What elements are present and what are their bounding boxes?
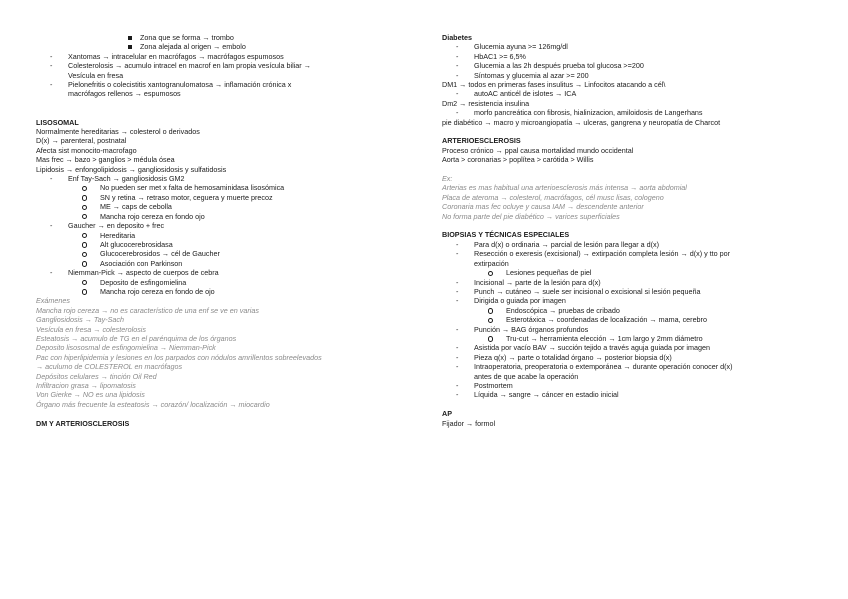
- line-text: Vesícula en fresa: [68, 70, 124, 80]
- line-text: Zona que se forma → trombo: [140, 33, 234, 42]
- line-text: Glucemia ayuna >= 126mg/dl: [474, 42, 568, 52]
- right-column: [442, 33, 820, 428]
- text-line: [36, 381, 414, 390]
- continuation-line: [36, 71, 414, 80]
- text-line: [36, 136, 414, 145]
- line-text: Intraoperatoria, preoperatoria o extemporánea → durante operación conocer d(x): [474, 362, 733, 372]
- text-line: [442, 99, 820, 108]
- line-text: Arterias es mas habitual una arterioesclerosis más intensa → aorta abdomial: [442, 183, 687, 193]
- line-text: Gangliosidosis → Tay-Sach: [36, 315, 125, 325]
- list-item: [442, 362, 820, 371]
- line-text: Postmortem: [474, 380, 513, 390]
- circle-bullet-icon: [82, 242, 87, 247]
- list-item: [36, 52, 414, 61]
- spacer: [36, 108, 414, 117]
- line-text: pie diabético → macro y microangiopatía → ulceras, gangrena y neuropatía de Charcot: [442, 117, 721, 127]
- dash-bullet-icon: -: [50, 268, 53, 278]
- dash-bullet-icon: -: [456, 380, 459, 390]
- list-item: [442, 108, 820, 117]
- text-line: [442, 155, 820, 164]
- dash-bullet-icon: -: [50, 80, 53, 90]
- line-text: Líquida → sangre → cáncer en estadio inicial: [474, 390, 619, 400]
- text-line: [36, 315, 414, 324]
- dash-bullet-icon: -: [456, 61, 459, 71]
- list-item: [36, 212, 414, 221]
- line-text: LISOSOMAL: [36, 117, 79, 127]
- list-item: [442, 268, 820, 277]
- dash-bullet-icon: -: [50, 174, 53, 184]
- line-text: Para d(x) o ordinaria → parcial de lesión para llegar a d(x): [474, 239, 659, 249]
- line-text: Vesícula en fresa → colesterolosis: [36, 324, 146, 334]
- dash-bullet-icon: -: [456, 70, 459, 80]
- list-item: [36, 80, 414, 89]
- line-text: Mancha rojo cereza en fondo ojo: [100, 211, 205, 221]
- list-item: [442, 334, 820, 343]
- dash-bullet-icon: -: [50, 61, 53, 71]
- list-item: [36, 61, 414, 70]
- text-line: [36, 146, 414, 155]
- line-text: Órgano más frecuente la esteatosis → corazón/ localización → miocardio: [36, 399, 270, 409]
- circle-bullet-icon: [82, 205, 87, 210]
- list-item: [36, 221, 414, 230]
- line-text: Mas frec → bazo > ganglios > médula ósea: [36, 155, 175, 165]
- text-line: [442, 212, 820, 221]
- line-text: No pueden ser met x falta de hemosaminidasa lisosómica: [100, 183, 285, 193]
- line-text: Deposito lisososmal de esfingomielina → Niemman-Pick: [36, 343, 216, 353]
- line-text: Esteatosis → acumulo de TG en el parénquima de los órganos: [36, 333, 237, 343]
- dash-bullet-icon: -: [456, 108, 459, 118]
- list-item: [442, 296, 820, 305]
- square-bullet-icon: [128, 45, 132, 49]
- line-text: No forma parte del pie diabético → varices superficiales: [442, 211, 620, 221]
- spacer: [36, 409, 414, 418]
- list-item: [36, 174, 414, 183]
- circle-bullet-icon: [488, 308, 493, 313]
- circle-bullet-icon: [82, 214, 87, 219]
- list-item: [36, 183, 414, 192]
- text-line: [442, 174, 820, 183]
- dash-bullet-icon: -: [456, 51, 459, 61]
- line-text: Tru-cut → herramienta elección → 1cm largo y 2mm diámetro: [506, 333, 703, 343]
- text-line: [36, 362, 414, 371]
- line-text: Colesterolosis → acumulo intracel en macrof en lam propia vesícula biliar →: [68, 61, 311, 71]
- line-text: Lesiones pequeñas de piel: [506, 268, 592, 278]
- circle-bullet-icon: [488, 336, 493, 341]
- line-text: autoAC anticél de islotes → ICA: [474, 89, 577, 99]
- line-text: Asociación con Parkinson: [100, 258, 183, 268]
- dash-bullet-icon: -: [456, 286, 459, 296]
- line-text: Fijador → formol: [442, 418, 496, 428]
- line-text: Enf Tay-Sach → gangliosidosis GM2: [68, 174, 185, 184]
- text-line: [36, 372, 414, 381]
- list-item: [36, 287, 414, 296]
- text-line: [36, 334, 414, 343]
- line-text: Dirigida o guiada por imagen: [474, 296, 566, 306]
- circle-bullet-icon: [82, 195, 87, 200]
- text-line: [36, 343, 414, 352]
- line-text: Punción → BAG órganos profundos: [474, 324, 589, 334]
- list-item: [442, 381, 820, 390]
- continuation-line: [442, 372, 820, 381]
- list-item: [442, 353, 820, 362]
- dash-bullet-icon: -: [456, 239, 459, 249]
- continuation-line: [442, 259, 820, 268]
- circle-bullet-icon: [82, 233, 87, 238]
- list-item: [442, 343, 820, 352]
- list-item: [36, 249, 414, 258]
- line-text: Pielonefritis o colecistitis xantogranulomatosa → inflamación crónica x: [68, 80, 292, 90]
- line-text: Lipidosis → enfongolipidosis → gangliosidosis y sulfatidosis: [36, 164, 227, 174]
- line-text: Von Gierke → NO es una lipidosis: [36, 390, 145, 400]
- line-text: Aorta > coronarias > poplítea > carótida > Willis: [442, 155, 594, 165]
- text-line: [36, 127, 414, 136]
- dash-bullet-icon: -: [456, 352, 459, 362]
- text-line: [36, 400, 414, 409]
- line-text: AP: [442, 409, 452, 419]
- line-text: Gaucher → en deposito + frec: [68, 221, 165, 231]
- text-line: [442, 230, 820, 239]
- line-text: Deposito de esfingomielina: [100, 277, 187, 287]
- line-text: Mancha rojo cereza en fondo de ojo: [100, 286, 215, 296]
- line-text: ME → caps de cebolla: [100, 202, 172, 212]
- text-line: [36, 165, 414, 174]
- text-line: [442, 33, 820, 42]
- line-text: Incisional → parte de la lesión para d(x): [474, 277, 601, 287]
- line-text: Ex:: [442, 174, 453, 184]
- line-text: Esterotáxica → coordenadas de localización → mama, cerebro: [506, 315, 707, 325]
- dash-bullet-icon: -: [456, 362, 459, 372]
- line-text: BIOPSIAS Y TÉCNICAS ESPECIALES: [442, 230, 570, 240]
- line-text: antes de que acabe la operación: [474, 371, 579, 381]
- line-text: Síntomas y glucemia al azar >= 200: [474, 70, 589, 80]
- line-text: morfo pancreática con fibrosis, hialinizacion, amiloidosis de Langerhans: [474, 108, 703, 118]
- dash-bullet-icon: -: [456, 324, 459, 334]
- dash-bullet-icon: -: [456, 89, 459, 99]
- line-text: DM Y ARTERIOSCLEROSIS: [36, 418, 130, 428]
- continuation-line: [36, 89, 414, 98]
- list-item: [442, 325, 820, 334]
- text-line: [36, 419, 414, 428]
- line-text: Depósitos celulares → tinción Oil Red: [36, 371, 157, 381]
- text-line: [442, 202, 820, 211]
- line-text: Zona alejada al origen → embolo: [140, 42, 246, 52]
- line-text: Placa de ateroma → colesterol, macrófagos, cél musc lisas, cologeno: [442, 192, 664, 202]
- text-line: [442, 193, 820, 202]
- line-text: Niemman-Pick → aspecto de cuerpos de cebra: [68, 268, 219, 278]
- text-line: [36, 325, 414, 334]
- list-item: [442, 89, 820, 98]
- list-item: [36, 193, 414, 202]
- circle-bullet-icon: [82, 252, 87, 257]
- list-item: [36, 268, 414, 277]
- text-line: [36, 155, 414, 164]
- square-bullet-icon: [128, 36, 132, 40]
- line-text: Endoscópica → pruebas de cribado: [506, 305, 620, 315]
- text-line: [442, 409, 820, 418]
- line-text: D(x) → parenteral, postnatal: [36, 136, 127, 146]
- list-item: [36, 240, 414, 249]
- text-line: [442, 136, 820, 145]
- line-text: Diabetes: [442, 33, 472, 42]
- line-text: DM1 → todos en primeras fases insulitus → Linfocitos atacando a cél\: [442, 80, 666, 90]
- line-text: Normalmente hereditarias → colesterol o derivados: [36, 127, 200, 137]
- line-text: Dm2 → resistencia insulina: [442, 98, 530, 108]
- line-text: extirpación: [474, 258, 509, 268]
- line-text: Coronaria mas fec ocluye y causa IAM → descendente anterior: [442, 202, 644, 212]
- line-text: Glucocerebrosidos → cél de Gaucher: [100, 249, 220, 259]
- circle-bullet-icon: [82, 261, 87, 266]
- spacer: [442, 400, 820, 409]
- circle-bullet-icon: [488, 318, 493, 323]
- line-text: Alt glucocerebrosidasa: [100, 239, 173, 249]
- line-text: SN y retina → retraso motor, ceguera y muerte precoz: [100, 192, 273, 202]
- line-text: macrófagos rellenos → espumosos: [68, 89, 181, 99]
- dash-bullet-icon: -: [50, 221, 53, 231]
- list-item: [442, 315, 820, 324]
- list-item: [442, 61, 820, 70]
- list-item: [442, 42, 820, 51]
- list-item: [442, 287, 820, 296]
- list-item: [36, 202, 414, 211]
- text-line: [442, 118, 820, 127]
- circle-bullet-icon: [82, 280, 87, 285]
- list-item: [36, 33, 414, 42]
- dash-bullet-icon: -: [456, 390, 459, 400]
- line-text: Infiltracion grasa → lipomatosis: [36, 381, 136, 390]
- text-line: [442, 419, 820, 428]
- line-text: Afecta sist monocito-macrofago: [36, 145, 137, 155]
- text-line: [442, 183, 820, 192]
- line-text: Asistida por vacío BAV → succión tejido a través aguja guiada por imagen: [474, 343, 710, 353]
- list-item: [442, 71, 820, 80]
- text-line: [36, 118, 414, 127]
- dash-bullet-icon: -: [456, 277, 459, 287]
- text-line: [36, 306, 414, 315]
- line-text: Proceso crónico → ppal causa mortalidad mundo occidental: [442, 145, 634, 155]
- spacer: [442, 221, 820, 230]
- line-text: → aculumo de COLESTEROL en macrófagos: [36, 362, 183, 372]
- line-text: Glucemia a las 2h después prueba tol glucosa >=200: [474, 61, 644, 71]
- text-line: [36, 390, 414, 399]
- left-column: [36, 33, 414, 428]
- line-text: ARTERIOESCLEROSIS: [442, 136, 521, 146]
- list-item: [36, 42, 414, 51]
- list-item: [36, 278, 414, 287]
- text-line: [442, 80, 820, 89]
- spacer: [36, 99, 414, 108]
- line-text: Hereditaria: [100, 230, 136, 240]
- dash-bullet-icon: -: [456, 343, 459, 353]
- spacer: [442, 127, 820, 136]
- list-item: [36, 259, 414, 268]
- spacer: [442, 165, 820, 174]
- line-text: HbAC1 >= 6,5%: [474, 51, 526, 61]
- list-item: [442, 306, 820, 315]
- list-item: [442, 52, 820, 61]
- list-item: [442, 278, 820, 287]
- circle-bullet-icon: [488, 271, 493, 276]
- circle-bullet-icon: [82, 289, 87, 294]
- line-text: Pac con hiperlipidemia y lesiones en los parpados con nódulos amrillentos sobreelevados: [36, 352, 322, 362]
- dash-bullet-icon: -: [456, 42, 459, 52]
- line-text: Mancha rojo cereza → no es característico de una enf se ve en varias: [36, 305, 259, 315]
- list-item: [36, 231, 414, 240]
- circle-bullet-icon: [82, 186, 87, 191]
- line-text: Resección o exeresis (excisional) → extirpación completa lesión → d(x) y tto por: [474, 249, 731, 259]
- line-text: Exámenes: [36, 296, 70, 306]
- line-text: Xantomas → intracelular en macrófagos → macrófagos espumosos: [68, 51, 284, 61]
- dash-bullet-icon: -: [50, 51, 53, 61]
- text-line: [442, 146, 820, 155]
- list-item: [442, 240, 820, 249]
- dash-bullet-icon: -: [456, 249, 459, 259]
- list-item: [442, 249, 820, 258]
- list-item: [442, 390, 820, 399]
- line-text: Pieza q(x) → parte o totalidad órgano → posterior biopsia d(x): [474, 352, 672, 362]
- text-line: [36, 296, 414, 305]
- dash-bullet-icon: -: [456, 296, 459, 306]
- line-text: Punch → cutáneo → suele ser incisional o excisional si lesión pequeña: [474, 286, 701, 296]
- text-line: [36, 353, 414, 362]
